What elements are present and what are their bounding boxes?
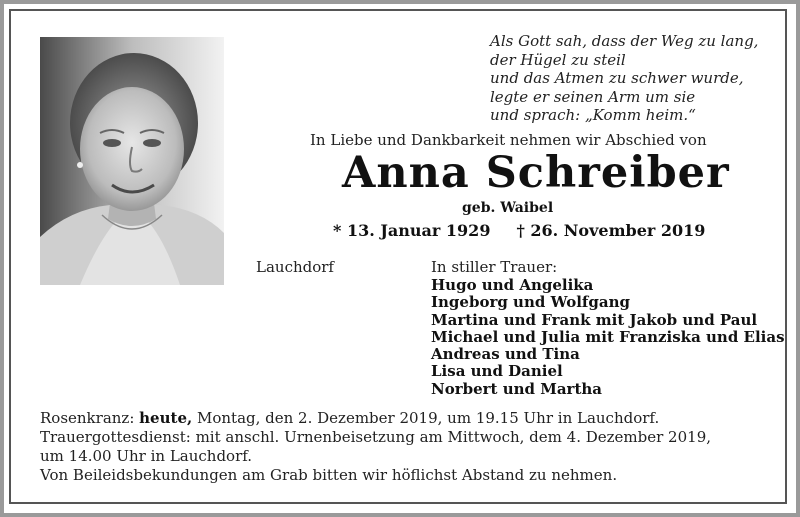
list-item: Norbert und Martha [431, 379, 603, 398]
portrait-photo [40, 37, 224, 285]
condolence-note: Von Beileidsbekundungen am Grab bitten wir höflichst Abstand zu nehmen. [40, 466, 618, 484]
deceased-name: Anna Schreiber [342, 148, 730, 198]
poem-line: Als Gott sah, dass der Weg zu lang, [490, 32, 759, 50]
mourners-list [431, 277, 785, 398]
rosary-prefix: Rosenkranz: [40, 409, 140, 427]
list-item: Martina und Frank mit Jakob und Paul [431, 310, 758, 329]
poem-line: legte er seinen Arm um sie [490, 87, 696, 106]
list-item: Ingeborg und Wolfgang [431, 293, 630, 312]
death-date: † 26. November 2019 [516, 221, 706, 240]
list-item: Lisa und Daniel [431, 362, 563, 381]
place: Lauchdorf [256, 258, 334, 276]
life-dates [333, 221, 705, 240]
poem-line: der Hügel zu steil [490, 50, 626, 69]
poem-line: und das Atmen zu schwer wurde, [490, 69, 744, 87]
poem [490, 32, 780, 125]
funeral-line: Trauergottesdienst: mit anschl. Urnenbeisetzung am Mittwoch, dem 4. Dezember 2019, [40, 428, 712, 446]
funeral-line-cont: um 14.00 Uhr in Lauchdorf. [40, 447, 253, 465]
intro-text: In Liebe und Dankbarkeit nehmen wir Abschied von [310, 131, 707, 149]
mourners-label: In stiller Trauer: [431, 258, 558, 276]
list-item: Michael und Julia mit Franziska und Elias [431, 327, 785, 346]
birth-date: * 13. Januar 1929 [333, 221, 491, 240]
list-item: Andreas und Tina [431, 345, 580, 364]
maiden-name: geb. Waibel [462, 200, 554, 216]
rosary-details: Montag, den 2. Dezember 2019, um 19.15 Uhr in Lauchdorf. [192, 409, 660, 427]
rosary-day: heute, [139, 409, 193, 427]
poem-line: und sprach: „Komm heim.“ [490, 106, 696, 124]
service-info [40, 409, 711, 485]
list-item: Hugo und Angelika [431, 276, 594, 294]
rosary-line [40, 409, 711, 428]
